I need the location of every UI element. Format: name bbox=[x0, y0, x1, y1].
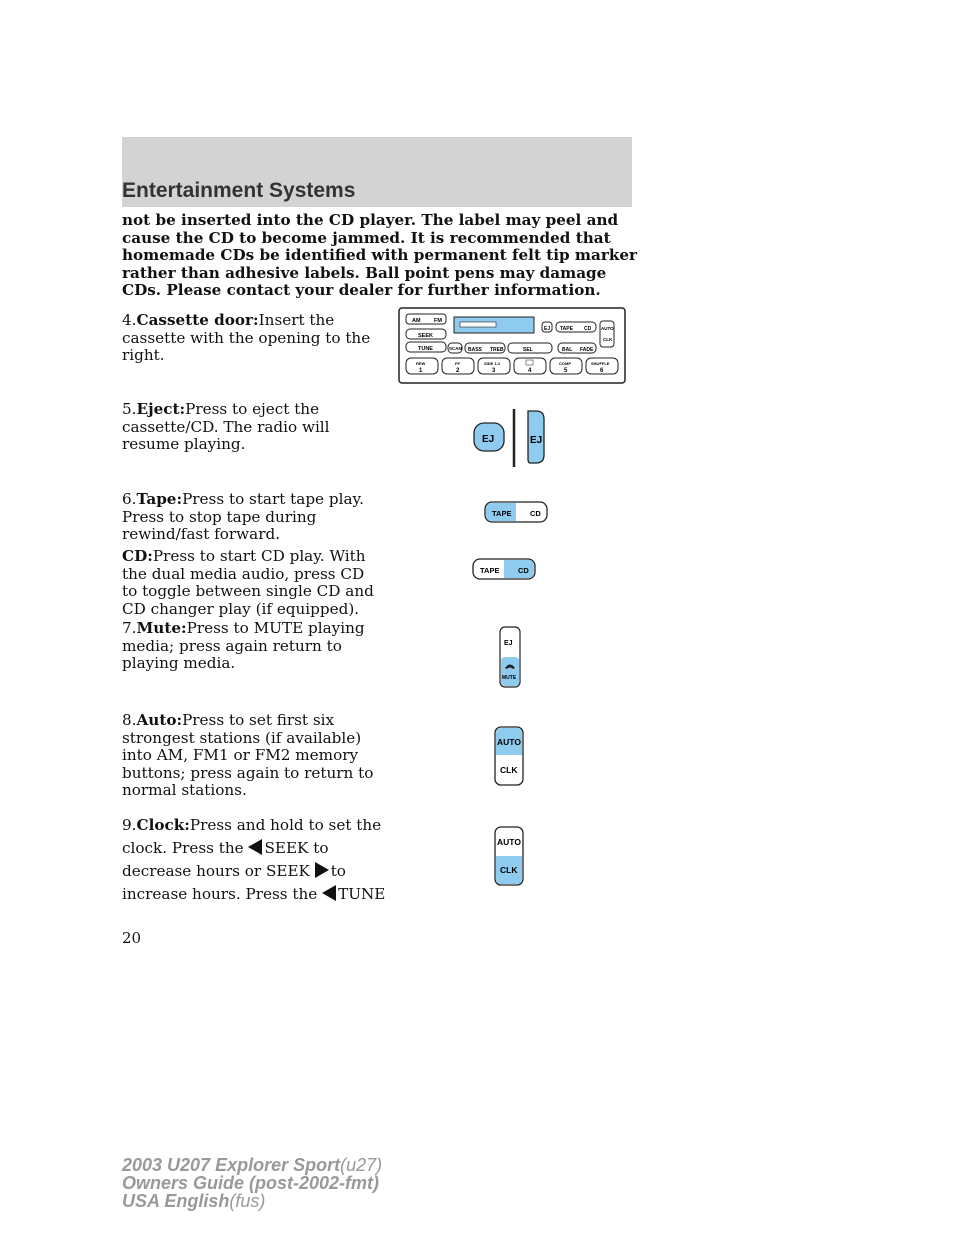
item-mute bbox=[122, 620, 384, 673]
tune-label: TUNE bbox=[418, 346, 433, 352]
item-number: 5. bbox=[122, 400, 137, 418]
footer-language-code: (fus) bbox=[229, 1191, 266, 1211]
item-desc: Press to eject the cassette/CD. The radio will resume playing. bbox=[122, 400, 330, 453]
eject-label: EJ bbox=[482, 434, 495, 445]
item-term: Mute: bbox=[136, 619, 187, 637]
preset-label: FF bbox=[455, 361, 460, 366]
preset-label: COMP bbox=[559, 361, 571, 366]
item-term: Cassette door: bbox=[136, 311, 259, 329]
tape-button-figure bbox=[484, 501, 548, 523]
sel-label: SEL bbox=[523, 347, 533, 353]
cd-button-figure bbox=[472, 558, 536, 580]
item-eject bbox=[122, 401, 384, 454]
tune-left-icon bbox=[322, 885, 336, 901]
item-desc: Insert the cassette with the opening to the right. bbox=[122, 311, 371, 364]
document-footer bbox=[122, 1156, 382, 1210]
item-clock bbox=[122, 814, 392, 906]
item-auto bbox=[122, 712, 384, 800]
seek-right-icon bbox=[315, 862, 329, 878]
am-label: AM bbox=[412, 318, 421, 324]
auto-label: AUTO bbox=[497, 837, 521, 847]
cd-label: CD bbox=[518, 566, 529, 575]
seek-left-icon bbox=[248, 839, 262, 855]
bal-label: BAL bbox=[562, 347, 573, 353]
item-number: 6. bbox=[122, 490, 137, 508]
preset-label: SHUFFLE bbox=[591, 361, 610, 366]
intro-paragraph: not be inserted into the CD player. The label may peel and cause the CD to become jammed. It is recommended that homemade CDs be identified with permanent felt tip marker rather than adhesive labels. Ball point pens may damage CDs. Please contact your dealer for further information. bbox=[122, 211, 638, 299]
footer-guide: Owners Guide (post-2002-fmt) bbox=[122, 1173, 380, 1193]
preset-number: 4 bbox=[528, 368, 532, 374]
preset-number: 5 bbox=[564, 368, 568, 374]
item-number: 4. bbox=[122, 311, 137, 329]
preset-label: REW bbox=[416, 361, 426, 366]
section-header bbox=[122, 137, 632, 207]
item-desc: Press to MUTE playing media; press again return to playing media. bbox=[122, 619, 365, 672]
fade-label: FADE bbox=[580, 347, 594, 353]
radio-tape-label: TAPE bbox=[560, 326, 573, 332]
footer-model: 2003 U207 Explorer Sport bbox=[122, 1155, 341, 1175]
tape-label: TAPE bbox=[480, 566, 500, 575]
clock-text-2: SEEK to decrease hours or SEEK bbox=[122, 839, 329, 880]
item-term: CD: bbox=[122, 547, 153, 565]
preset-number: 3 bbox=[492, 368, 496, 374]
radio-faceplate-figure bbox=[398, 307, 626, 384]
clock-button-figure bbox=[493, 825, 525, 887]
clock-text-4: TUNE bbox=[338, 885, 386, 903]
item-cd bbox=[122, 548, 384, 618]
tape-label: TAPE bbox=[492, 509, 512, 518]
clk-label: CLK bbox=[500, 865, 518, 875]
treb-label: TREB bbox=[490, 347, 504, 353]
auto-button-figure bbox=[493, 725, 525, 787]
radio-ej-label: EJ bbox=[544, 326, 551, 332]
fm-label: FM bbox=[434, 318, 442, 324]
radio-cd-label: CD bbox=[584, 326, 592, 332]
item-cassette-door bbox=[122, 312, 384, 365]
footer-model-code: (u27) bbox=[340, 1155, 383, 1175]
clock-text-1: Press and hold to set the clock. Press the bbox=[122, 816, 382, 857]
item-number: 9. bbox=[122, 816, 137, 834]
radio-auto-label: AUTO bbox=[601, 326, 614, 331]
mute-label: MUTE bbox=[502, 675, 517, 681]
item-number: 7. bbox=[122, 619, 137, 637]
eject-button-figure bbox=[470, 407, 554, 469]
item-desc: Press to set first six strongest stations (if available) into AM, FM1 or FM2 memory buttons; press again to return to normal stations. bbox=[122, 711, 374, 799]
mute-button-figure bbox=[498, 625, 522, 689]
bass-label: BASS bbox=[468, 347, 482, 353]
clock-text-3: to increase hours. Press the bbox=[122, 862, 346, 903]
scan-label: SCAN bbox=[449, 346, 462, 351]
eject-label-side: EJ bbox=[530, 435, 543, 446]
item-term: Auto: bbox=[136, 711, 183, 729]
preset-number: 6 bbox=[600, 368, 604, 374]
item-desc: Press to start CD play. With the dual media audio, press CD to toggle between single CD and CD changer play (if equipped). bbox=[122, 547, 374, 618]
item-term: Eject: bbox=[136, 400, 186, 418]
mute-ej-label: EJ bbox=[504, 640, 513, 647]
cd-label: CD bbox=[530, 509, 541, 518]
auto-label: AUTO bbox=[497, 737, 521, 747]
preset-number: 2 bbox=[456, 368, 460, 374]
footer-language: USA English bbox=[122, 1191, 230, 1211]
section-title: Entertainment Systems bbox=[122, 179, 356, 202]
page-number: 20 bbox=[122, 929, 142, 947]
radio-clk-label: CLK bbox=[603, 337, 613, 342]
item-term: Clock: bbox=[136, 816, 190, 834]
preset-label: SIDE 1-2 bbox=[484, 361, 501, 366]
item-number: 8. bbox=[122, 711, 137, 729]
item-term: Tape: bbox=[136, 490, 183, 508]
clk-label: CLK bbox=[500, 765, 518, 775]
preset-number: 1 bbox=[419, 368, 423, 374]
item-desc: Press to start tape play. Press to stop tape during rewind/fast forward. bbox=[122, 490, 364, 543]
seek-label: SEEK bbox=[418, 333, 433, 339]
item-tape bbox=[122, 491, 384, 544]
